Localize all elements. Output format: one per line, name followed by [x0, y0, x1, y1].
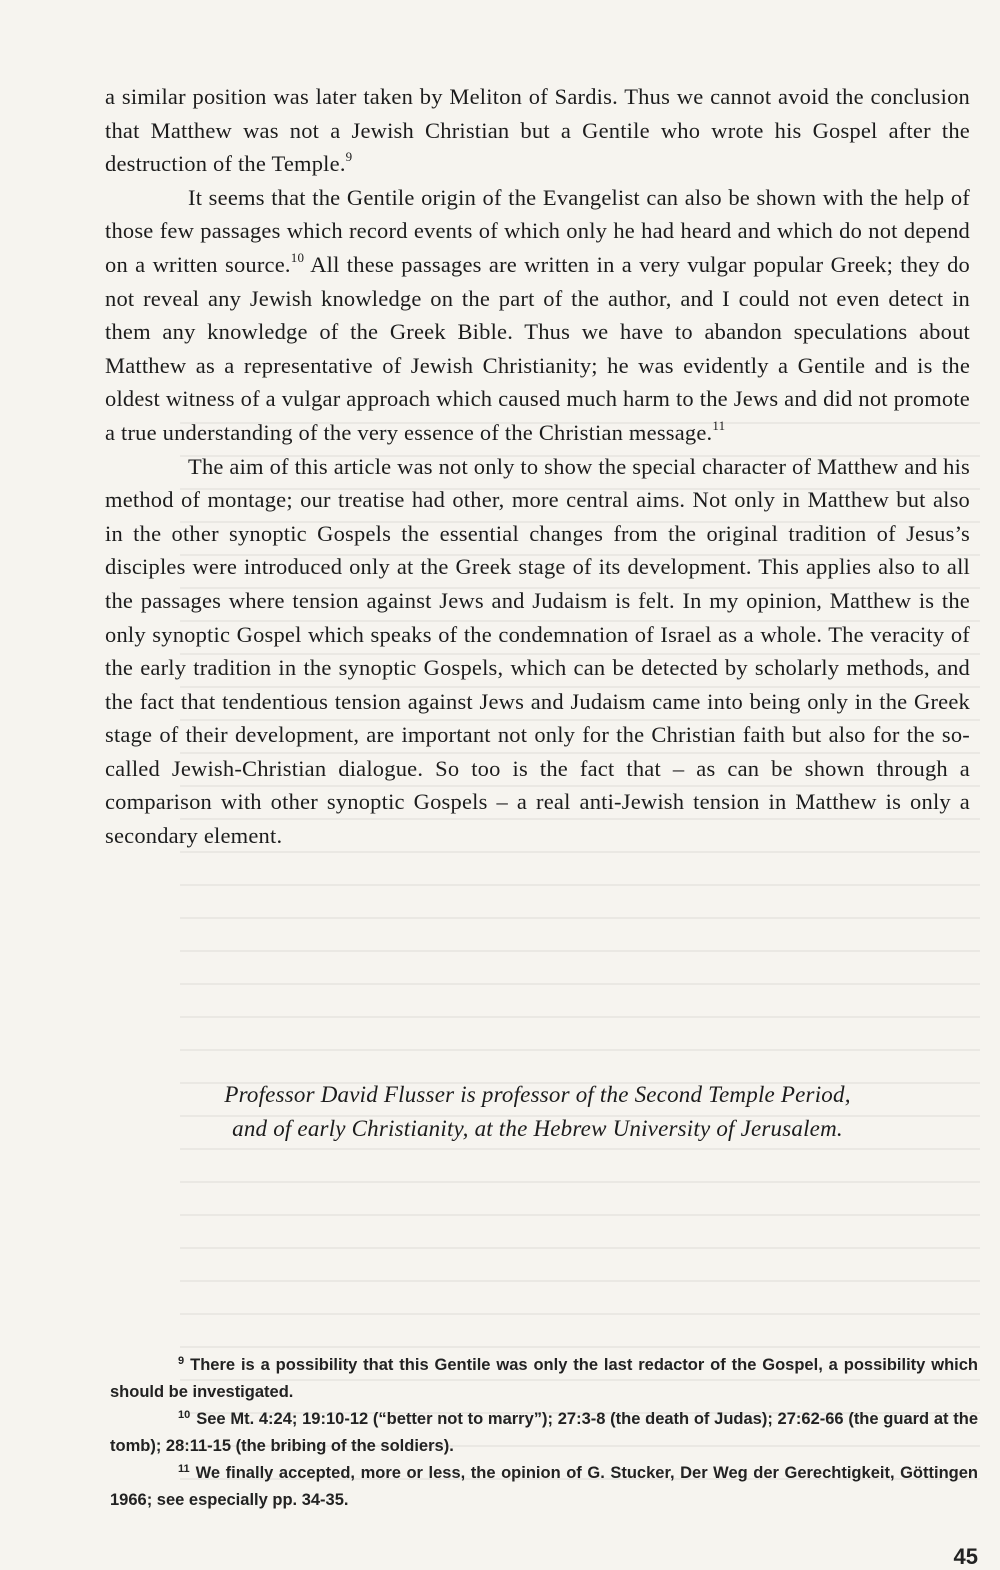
footnote-number: 10 — [178, 1409, 191, 1421]
author-note-line-1: Professor David Flusser is professor of the Second Temple Period, — [224, 1082, 851, 1107]
paragraph-2-text-a: It seems that the Gentile origin of the Evangelist can also be shown with the help of those few passages which record events of which only he had heard and which do not depend on a written source. — [105, 184, 970, 277]
footnote-ref-11: 11 — [712, 417, 726, 433]
page-number: 45 — [953, 1544, 978, 1569]
body-text — [105, 80, 970, 853]
paragraph-2 — [105, 181, 970, 450]
author-note-line-2: and of early Christianity, at the Hebrew University of Jerusalem. — [232, 1116, 843, 1141]
footnote-9 — [110, 1352, 978, 1406]
footnote-ref-9: 9 — [345, 149, 353, 165]
footnote-number: 11 — [178, 1463, 190, 1475]
paragraph-2-text-b: All these passages are written in a very vulgar popular Greek; they do not reveal any Jewish knowledge on the part of the author, and I could not even detect in them any knowledge of the Greek Bible. Thus we have to abandon speculations about Matthew as a representative of Jewish Christianity; he was evidently a Gentile and is the oldest witness of a vulgar approach which caused much harm to the Jews and did not promote a true understanding of the very essence of the Christian message. — [105, 251, 970, 445]
footnote-number: 9 — [178, 1355, 185, 1367]
footnote-11 — [110, 1460, 978, 1514]
footnote-text: See Mt. 4:24; 19:10-12 (“better not to marry”); 27:3-8 (the death of Judas); 27:62-66 (the guard at the tomb); 28:11-15 (the bribing of the soldiers). — [110, 1410, 978, 1455]
footnote-text: We finally accepted, more or less, the opinion of G. Stucker, Der Weg der Gerechtigkeit, Göttingen 1966; see especially pp. 34-35. — [110, 1464, 978, 1509]
footnote-text: There is a possibility that this Gentile was only the last redactor of the Gospel, a possibility which should be investigated. — [110, 1356, 978, 1401]
footnotes — [110, 1352, 978, 1514]
footnote-10 — [110, 1406, 978, 1460]
author-note — [105, 1078, 970, 1146]
paragraph-3-text: The aim of this article was not only to show the special character of Matthew and his method of montage; our treatise had other, more central aims. Not only in Matthew but also in the other synoptic Gospels the essential changes from the original tradition of Jesus’s disciples were introduced only at the Greek stage of its development. This applies also to all the passages where tension against Jews and Judaism is felt. In my opinion, Matthew is the only synoptic Gospel which speaks of the condemnation of Israel as a whole. The veracity of the early tradition in the synoptic Gospels, which can be detected by scholarly methods, and the fact that tendentious tension against Jews and Judaism came into being only in the Greek stage of their development, are important not only for the Christian faith but also for the so-called Jewish-Christian dialogue. So too is the fact that – as can be shown through a comparison with other synoptic Gospels – a real anti-Jewish tension in Matthew is only a secondary element. — [105, 453, 970, 849]
footnote-ref-10: 10 — [290, 249, 305, 265]
paragraph-3 — [105, 450, 970, 853]
paragraph-1 — [105, 80, 970, 181]
paragraph-1-text: a similar position was later taken by Meliton of Sardis. Thus we cannot avoid the conclusion that Matthew was not a Jewish Christian but a Gentile who wrote his Gospel after the destruction of the Temple. — [105, 84, 970, 177]
